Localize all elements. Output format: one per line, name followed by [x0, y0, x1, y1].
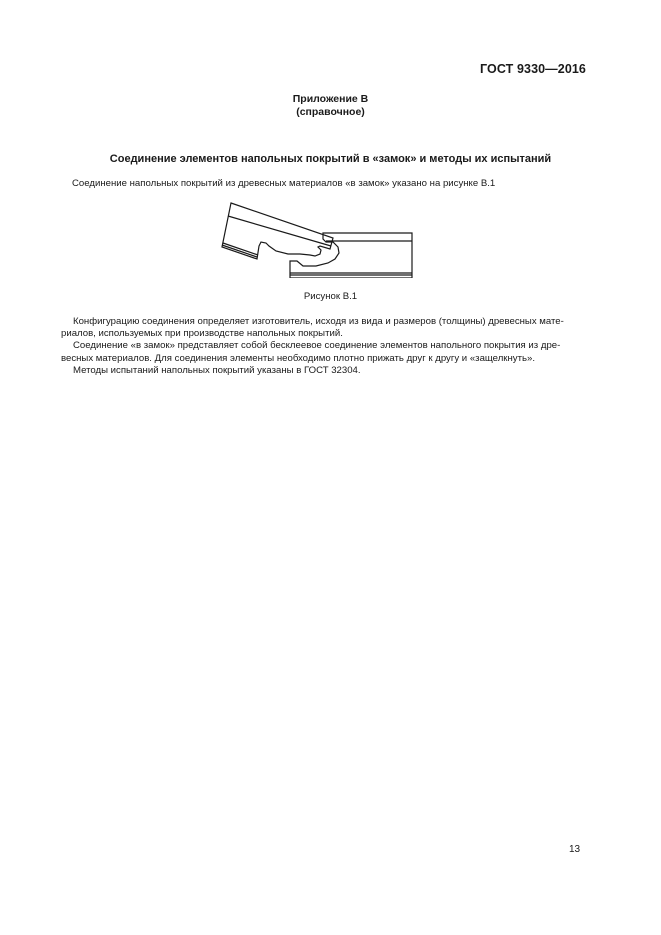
- intro-paragraph: Соединение напольных покрытий из древесных материалов «в замок» указано на рисунке В.1: [72, 178, 496, 189]
- standard-code: ГОСТ 9330—2016: [480, 62, 586, 76]
- body-line: Соединение «в замок» представляет собой бесклеевое соединение элементов напольного покрытия из дре-: [73, 340, 561, 352]
- appendix-title: Приложение В: [292, 93, 369, 105]
- body-line: Методы испытаний напольных покрытий указаны в ГОСТ 32304.: [73, 364, 361, 376]
- body-line: риалов, используемых при производстве напольных покрытий.: [61, 328, 343, 340]
- body-text: [61, 316, 584, 377]
- page-number: 13: [569, 844, 581, 855]
- appendix-type: (справочное): [296, 106, 365, 118]
- section-title: Соединение элементов напольных покрытий в «замок» и методы их испытаний: [109, 153, 552, 165]
- body-line: Конфигурацию соединения определяет изготовитель, исходя из вида и размеров (толщины) древесных мате-: [73, 316, 564, 327]
- lock-joint-figure: [214, 198, 414, 278]
- body-line: весных материалов. Для соединения элементы необходимо плотно прижать друг к другу и «защелкнуть».: [61, 352, 535, 364]
- figure-caption: Рисунок В.1: [303, 291, 358, 302]
- lock-joint-diagram-icon: [214, 198, 414, 278]
- appendix-heading: [0, 93, 661, 119]
